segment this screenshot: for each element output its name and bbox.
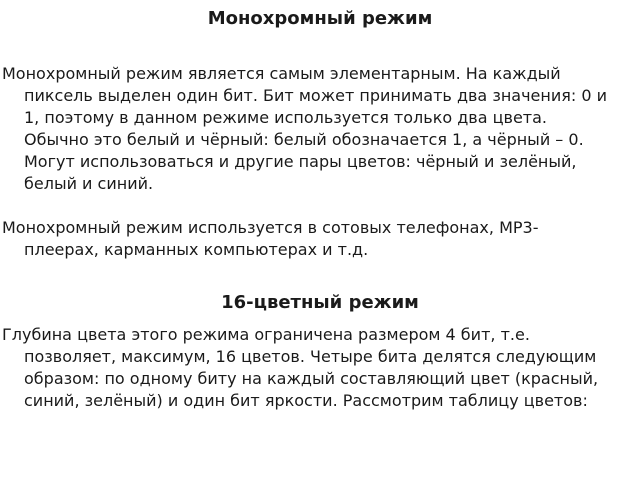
section-heading-monochrome: Монохромный режим [207,8,433,29]
paragraph-16-color-description: Глубина цвета этого режима ограничена размером 4 бит, т.е. позволяет, максимум, 16 цветов. Четыре бита делятся следующим образом: по одному биту на каждый составляющий цвет (красный, синий, зелёный) и один бит яркости. Рассмотрим таблицу цветов: [2,325,599,410]
section-heading-16-color: 16-цветный режим [221,292,419,313]
paragraph-monochrome-description: Монохромный режим является самым элементарным. На каждый пиксель выделен один бит. Бит может принимать два значения: 0 и 1, поэтому в данном режиме используется только два цвета. Обычно это белый и чёрный: белый обозначается 1, а чёрный – 0. Могут использоваться и другие пары цветов: чёрный и зелёный, белый и синий. [2,64,608,193]
paragraph-monochrome-usage: Монохромный режим используется в сотовых телефонах, MP3-плеерах, карманных компьютерах и т.д. [2,218,539,259]
